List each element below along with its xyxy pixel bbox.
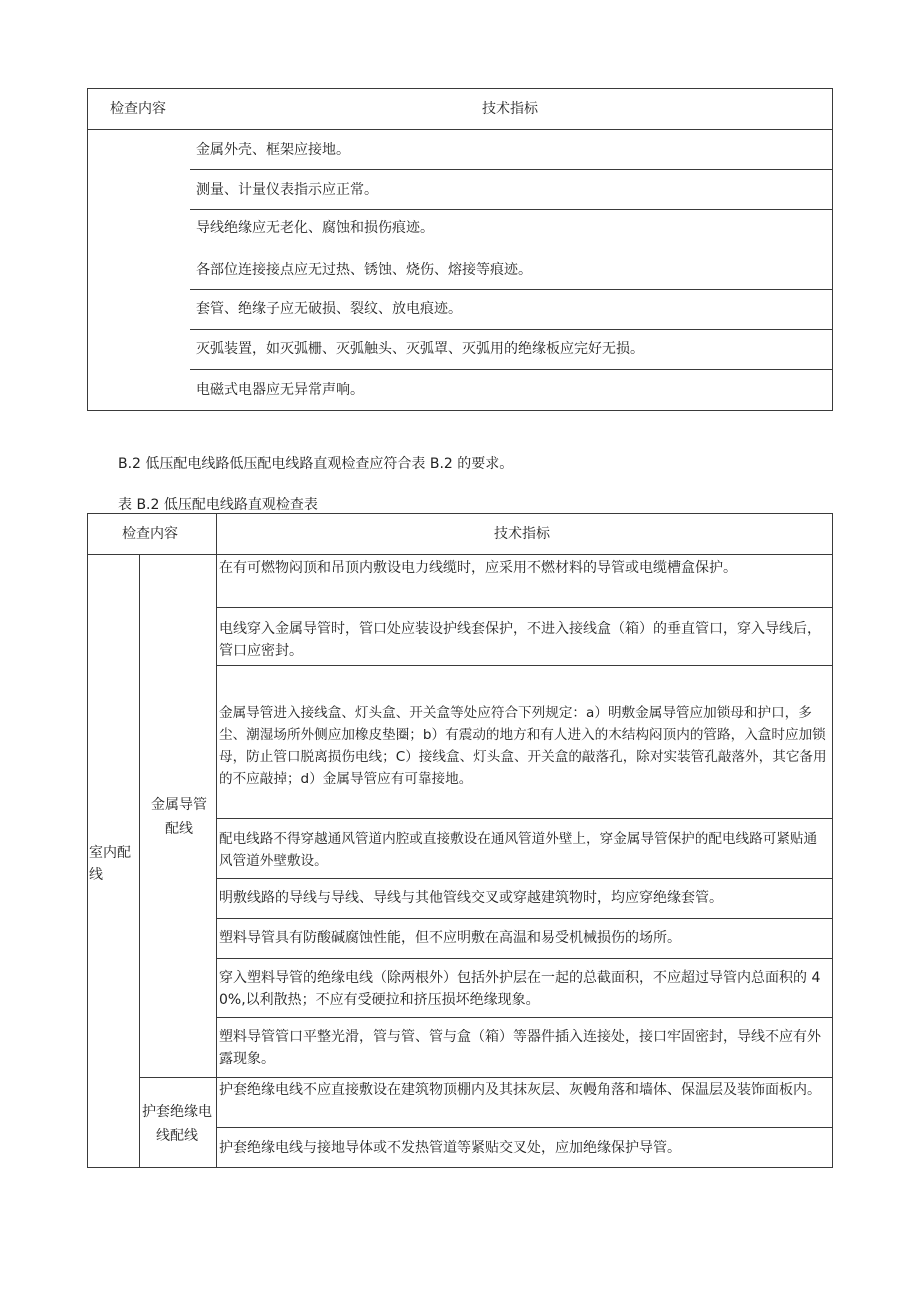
t2-row-sep (216, 607, 833, 608)
t2-group-1-label: 金属导管配线 (151, 797, 207, 837)
t1-row: 各部位连接接点应无过热、锈蚀、烧伤、熔接等痕迹。 (196, 262, 532, 278)
t2-group-sep (139, 1077, 833, 1078)
t2-row-sep (216, 1127, 833, 1128)
t2-row: 穿入塑料导管的绝缘电线（除两根外）包括外护层在一起的总截面积，不应超过导管内总面积的 40%,以利散热；不应有受硬拉和挤压损坏绝缘现象。 (219, 970, 821, 1008)
t2-row: 在有可燃物闷顶和吊顶内敷设电力线缆时，应采用不燃材料的导管或电缆槽盒保护。 (219, 560, 737, 576)
t2-col-divider-1 (139, 554, 140, 1168)
t2-row: 护套绝缘电线与接地导体或不发热管道等紧贴交叉处，应加绝缘保护导管。 (219, 1140, 681, 1156)
t1-header-right: 技术指标 (482, 101, 538, 117)
t2-row-sep (216, 878, 833, 879)
t2-border-left (87, 513, 88, 1168)
t1-header-left: 检查内容 (110, 101, 166, 117)
t1-row: 金属外壳、框架应接地。 (196, 142, 350, 158)
t2-border-bottom (87, 1167, 833, 1168)
t1-border-bottom (87, 410, 833, 411)
t1-row-sep (190, 289, 832, 290)
t2-row-sep (216, 665, 833, 666)
t2-header-right: 技术指标 (494, 526, 550, 542)
t2-row: 塑料导管具有防酸碱腐蚀性能，但不应明敷在高温和易受机械损伤的场所。 (219, 930, 681, 946)
t1-row: 电磁式电器应无异常声响。 (196, 382, 364, 398)
t1-row: 套管、绝缘子应无破损、裂纹、放电痕迹。 (196, 301, 462, 317)
t1-row: 测量、计量仪表指示应正常。 (196, 182, 378, 198)
t2-row: 金属导管进入接线盒、灯头盒、开关盒等处应符合下列规定：a）明敷金属导管应加锁母和护口，多尘、潮湿场所外侧应加橡皮垫圈；b）有震动的地方和有人进入的木结构闷顶内的管路，入盒时应加锁母，防止管口脱离损伤电线；C）接线盒、灯头盒、开关盒的敲落孔，除对实装管孔敲落外，其它备用的不应敲掉；d）金属导管应有可靠接地。 (219, 705, 827, 787)
t1-row-sep (190, 209, 832, 210)
t2-category: 室内配线 (89, 845, 131, 883)
t2-col-divider-2 (216, 554, 217, 1168)
table-caption: 表 B.2 低压配电线路直观检查表 (118, 497, 318, 513)
t1-row: 导线绝缘应无老化、腐蚀和损伤痕迹。 (196, 220, 434, 236)
t2-border-right (832, 513, 833, 1168)
t1-row: 灭弧装置，如灭弧栅、灭弧触头、灭弧罩、灭弧用的绝缘板应完好无损。 (196, 341, 644, 357)
t2-row-sep (216, 958, 833, 959)
t2-header-divider (216, 513, 217, 555)
t2-row-sep (216, 1017, 833, 1018)
t2-border-top (87, 513, 833, 514)
t2-row: 塑料导管管口平整光滑，管与管、管与盒（箱）等器件插入连接处，接口牢固密封，导线不应有外露现象。 (219, 1029, 821, 1067)
t1-row-sep (190, 169, 832, 170)
t2-border-header (87, 554, 833, 555)
t1-row-sep (190, 329, 832, 330)
t2-row: 明敷线路的导线与导线、导线与其他管线交叉或穿越建筑物时，均应穿绝缘套管。 (219, 890, 723, 906)
t2-group-2-label: 护套绝缘电线配线 (142, 1104, 212, 1144)
t2-row: 护套绝缘电线不应直接敷设在建筑物顶棚内及其抹灰层、灰幔角落和墙体、保温层及装饰面板内。 (219, 1082, 821, 1098)
t2-row-sep (216, 918, 833, 919)
t1-border-header (87, 129, 833, 130)
section-paragraph: B.2 低压配电线路低压配电线路直观检查应符合表 B.2 的要求。 (118, 456, 514, 472)
t2-row-sep (216, 818, 833, 819)
t2-header-left: 检查内容 (122, 526, 178, 542)
t1-border-left (87, 88, 88, 411)
t2-row: 电线穿入金属导管时，管口处应装设护线套保护，不进入接线盒（箱）的垂直管口，穿入导线后，管口应密封。 (219, 621, 821, 659)
t2-row: 配电线路不得穿越通风管道内腔或直接敷设在通风管道外壁上，穿金属导管保护的配电线路可紧贴通风管道外壁敷设。 (219, 831, 818, 869)
t1-row-sep (190, 369, 832, 370)
t1-border-right (832, 88, 833, 411)
t1-border-top (87, 88, 833, 89)
